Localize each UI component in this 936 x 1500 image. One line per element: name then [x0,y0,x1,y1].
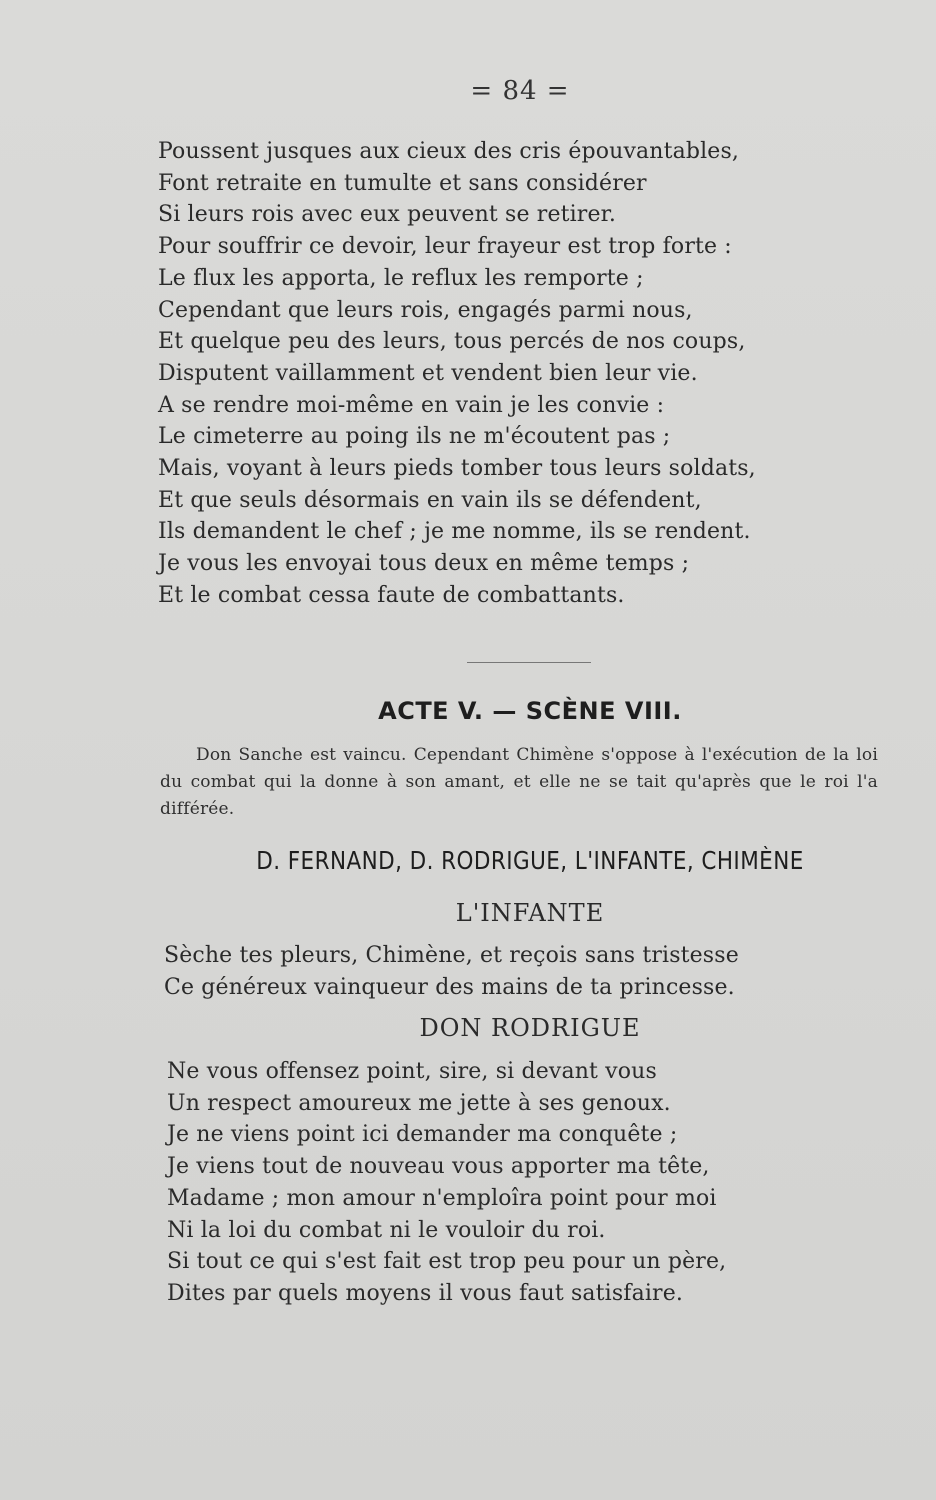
section-divider [467,662,591,663]
verse-line: Pour souffrir ce devoir, leur frayeur est trop forte : [158,234,732,260]
speaker-infante: L'INFANTE [455,899,605,927]
verse-line: Ce généreux vainqueur des mains de ta princesse. [164,974,735,1000]
page-number: = 84 = [470,76,570,106]
verse-line: Ne vous offensez point, sire, si devant vous [167,1059,657,1084]
verse-line: Je vous les envoyai tous deux en même temps ; [158,551,690,577]
verse-line: Ils demandent le chef ; je me nomme, ils se rendent. [158,519,751,545]
verse-line: Disputent vaillamment et vendent bien leur vie. [158,360,698,386]
verse-line: Un respect amoureux me jette à ses genoux. [167,1090,671,1116]
verse-line: Cependant que leurs rois, engagés parmi nous, [158,297,693,323]
verse-block-infante [164,940,864,1003]
verse-line: A se rendre moi-même en vain je les convie : [158,392,665,418]
verse-line: Sèche tes pleurs, Chimène, et reçois sans tristesse [164,943,739,968]
verse-line: Madame ; mon amour n'emploîra point pour moi [167,1185,717,1211]
verse-line: Dites par quels moyens il vous faut satisfaire. [167,1280,684,1306]
verse-line: Font retraite en tumulte et sans considérer [158,170,647,196]
character-list: D. FERNAND, D. RODRIGUE, L'INFANTE, CHIMÈNE [256,846,804,875]
scene-title: ACTE V. — SCÈNE VIII. [378,697,682,725]
verse-block-narrative [158,136,858,612]
verse-line: Et quelque peu des leurs, tous percés de nos coups, [158,329,746,355]
verse-line: Le cimeterre au poing ils ne m'écoutent pas ; [158,424,671,450]
scene-argument: Don Sanche est vaincu. Cependant Chimène s'oppose à l'exécution de la loi du combat qui la donne à son amant, et elle ne se tait qu'après que le roi l'a différée. [160,745,878,819]
verse-line: Je ne viens point ici demander ma conquête ; [167,1122,678,1148]
verse-line: Si tout ce qui s'est fait est trop peu pour un père, [167,1249,727,1275]
speaker-rodrigue: DON RODRIGUE [419,1014,641,1042]
verse-line: Si leurs rois avec eux peuvent se retirer. [158,202,617,228]
verse-line: Et que seuls désormais en vain ils se défendent, [158,487,702,513]
verse-line: Ni la loi du combat ni le vouloir du roi. [167,1217,606,1243]
verse-line: Mais, voyant à leurs pieds tomber tous leurs soldats, [158,456,756,482]
verse-line: Et le combat cessa faute de combattants. [158,582,625,608]
verse-line: Le flux les apporta, le reflux les remporte ; [158,265,644,291]
verse-line: Je viens tout de nouveau vous apporter ma tête, [167,1154,710,1180]
verse-line: Poussent jusques aux cieux des cris épouvantables, [158,139,740,164]
verse-block-rodrigue [167,1056,867,1310]
